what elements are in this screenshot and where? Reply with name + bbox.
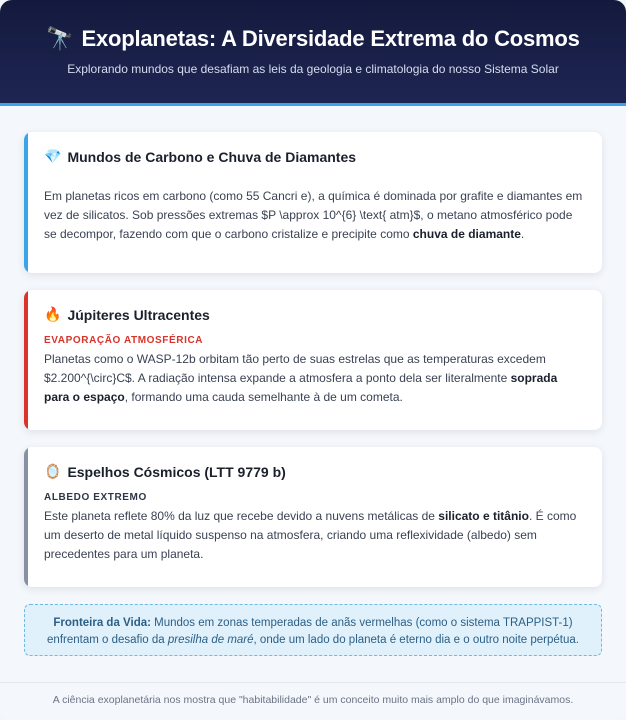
footer: A ciência exoplanetária nos mostra que "habitabilidade" é um conceito muito mais amplo do que imaginávamos. [0, 682, 626, 720]
card-ultrahot-jupiters [24, 290, 602, 430]
frontier-callout [24, 604, 602, 656]
card-text [44, 187, 584, 245]
card-subtitle: ALBEDO EXTREMO [44, 492, 147, 503]
page-title-text: Exoplanetas: A Diversidade Extrema do Cosmos [81, 26, 580, 51]
card-title-text: Mundos de Carbono e Chuva de Diamantes [67, 148, 357, 165]
frontier-italic: presilha de maré [167, 633, 254, 646]
diamond-icon: 💎 [44, 148, 62, 164]
frontier-label: Fronteira da Vida: [53, 617, 151, 629]
card-text [44, 350, 584, 408]
page-title [0, 26, 626, 52]
card-text-bold: chuva de diamante [412, 227, 521, 242]
card-title-text: Júpiteres Ultracentes [67, 306, 210, 323]
card-title [44, 463, 584, 480]
card-text-part: . É como um deserto de metal líquido suspenso na atmosfera, criando uma reflexividade (albedo) sem precedentes para um planeta. [44, 509, 577, 562]
frontier-text: , onde um lado do planeta é eterno dia e o outro noite perpétua. [253, 633, 579, 646]
frontier-text: Mundos em zonas temperadas de anãs vermelhas (como o sistema TRAPPIST-1) enfrentam o desafio da [47, 617, 573, 646]
telescope-icon: 🔭 [46, 26, 74, 51]
mirror-icon: 🪞 [44, 463, 62, 479]
card-carbon-worlds [24, 132, 602, 273]
card-title [44, 306, 584, 323]
card-text-part: Em planetas ricos em carbono (como 55 Cancri e), a química é dominada por grafite e diamantes em vez de silicatos. Sob pressões extremas $P \approx 10^{6} \text{ atm}$, o metano atmosférico pode se decompor, fazendo com que o carbono cristalize e precipite como [44, 189, 583, 242]
card-cosmic-mirrors [24, 447, 602, 587]
header [0, 0, 626, 106]
card-text-part: Este planeta reflete 80% da luz que recebe devido a nuvens metálicas de [44, 509, 439, 523]
card-text-part: . [520, 227, 525, 242]
page-subtitle: Explorando mundos que desafiam as leis da geologia e climatologia do nosso Sistema Solar [67, 62, 559, 76]
card-title [44, 148, 584, 165]
fire-icon: 🔥 [44, 306, 62, 322]
card-text-part: Planetas como o WASP-12b orbitam tão perto de suas estrelas que as temperaturas excedem $2.200^{\circ}C$. A radiação intensa expande a atmosfera a ponto dela ser literalmente [44, 352, 546, 386]
card-text-bold: soprada para o espaço [44, 371, 558, 405]
card-subtitle: EVAPORAÇÃO ATMOSFÉRICA [44, 335, 204, 346]
card-text-bold: silicato e titânio [438, 509, 529, 523]
card-title-text: Espelhos Cósmicos (LTT 9779 b) [67, 463, 286, 480]
card-text-part: , formando uma cauda semelhante à de um cometa. [124, 390, 403, 405]
content [0, 106, 626, 656]
card-text [44, 507, 584, 565]
